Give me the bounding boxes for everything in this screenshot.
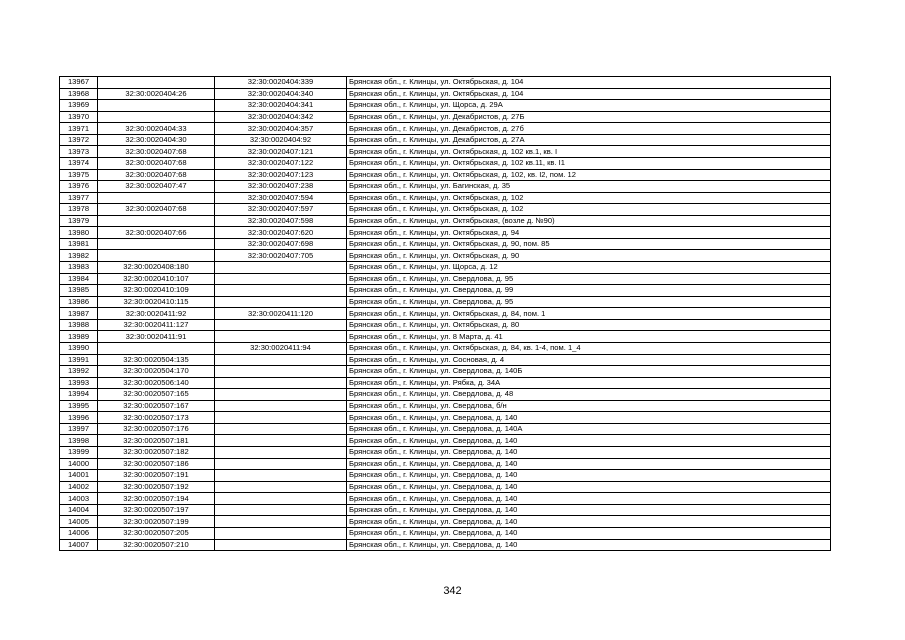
cell-number: 13995 — [60, 400, 98, 412]
cell-address: Брянская обл., г. Клинцы, ул. Рябка, д. 34А — [347, 377, 831, 389]
cell-building-cadastral-number — [215, 447, 347, 459]
table-row — [60, 481, 831, 493]
cell-land-cadastral-number: 32:30:0020407:66 — [98, 227, 215, 239]
cell-number: 13970 — [60, 111, 98, 123]
cell-address: Брянская обл., г. Клинцы, ул. Октябрьская, д. 102 — [347, 204, 831, 216]
cell-number: 14001 — [60, 470, 98, 482]
registry-table-body — [60, 77, 831, 551]
cell-building-cadastral-number: 32:30:0020404:342 — [215, 111, 347, 123]
cell-number: 13972 — [60, 134, 98, 146]
cell-address: Брянская обл., г. Клинцы, ул. Октябрьская, д. 102, кв. I2, пом. 12 — [347, 169, 831, 181]
cell-number: 13973 — [60, 146, 98, 158]
table-row — [60, 504, 831, 516]
cell-number: 13979 — [60, 215, 98, 227]
cell-building-cadastral-number — [215, 539, 347, 551]
cell-number: 13997 — [60, 423, 98, 435]
table-row — [60, 342, 831, 354]
cell-address: Брянская обл., г. Клинцы, ул. Свердлова, д. 140 — [347, 412, 831, 424]
cell-number: 13994 — [60, 389, 98, 401]
cell-number: 13984 — [60, 273, 98, 285]
cell-building-cadastral-number — [215, 516, 347, 528]
cell-building-cadastral-number: 32:30:0020407:598 — [215, 215, 347, 227]
cell-address: Брянская обл., г. Клинцы, ул. Свердлова, д. 95 — [347, 296, 831, 308]
table-row — [60, 366, 831, 378]
cell-number: 13985 — [60, 285, 98, 297]
cell-building-cadastral-number: 32:30:0020407:238 — [215, 181, 347, 193]
table-row — [60, 516, 831, 528]
cell-land-cadastral-number: 32:30:0020411:91 — [98, 331, 215, 343]
cell-number: 13975 — [60, 169, 98, 181]
table-row — [60, 539, 831, 551]
cell-land-cadastral-number — [98, 111, 215, 123]
cell-number: 13992 — [60, 366, 98, 378]
cell-address: Брянская обл., г. Клинцы, ул. Свердлова, д. 140 — [347, 516, 831, 528]
cell-land-cadastral-number: 32:30:0020408:180 — [98, 262, 215, 274]
cell-building-cadastral-number — [215, 273, 347, 285]
table-row — [60, 458, 831, 470]
table-row — [60, 308, 831, 320]
cell-land-cadastral-number: 32:30:0020407:68 — [98, 146, 215, 158]
cell-building-cadastral-number: 32:30:0020407:698 — [215, 238, 347, 250]
cell-building-cadastral-number — [215, 481, 347, 493]
cell-building-cadastral-number: 32:30:0020407:121 — [215, 146, 347, 158]
table-row — [60, 100, 831, 112]
table-row — [60, 181, 831, 193]
cell-land-cadastral-number: 32:30:0020507:210 — [98, 539, 215, 551]
cell-address: Брянская обл., г. Клинцы, ул. Свердлова, д. 140 — [347, 527, 831, 539]
table-row — [60, 435, 831, 447]
cell-land-cadastral-number: 32:30:0020407:68 — [98, 169, 215, 181]
cell-land-cadastral-number: 32:30:0020410:115 — [98, 296, 215, 308]
cell-land-cadastral-number: 32:30:0020507:176 — [98, 423, 215, 435]
cell-number: 13978 — [60, 204, 98, 216]
table-row — [60, 238, 831, 250]
cell-building-cadastral-number: 32:30:0020407:122 — [215, 157, 347, 169]
cell-building-cadastral-number — [215, 285, 347, 297]
cell-building-cadastral-number — [215, 504, 347, 516]
cell-number: 13987 — [60, 308, 98, 320]
table-row — [60, 296, 831, 308]
cell-building-cadastral-number — [215, 435, 347, 447]
cell-land-cadastral-number: 32:30:0020504:135 — [98, 354, 215, 366]
cell-land-cadastral-number: 32:30:0020507:167 — [98, 400, 215, 412]
cell-address: Брянская обл., г. Клинцы, ул. Октябрьская, д. 94 — [347, 227, 831, 239]
cell-land-cadastral-number — [98, 250, 215, 262]
table-row — [60, 123, 831, 135]
cell-building-cadastral-number: 32:30:0020404:341 — [215, 100, 347, 112]
cell-land-cadastral-number: 32:30:0020507:181 — [98, 435, 215, 447]
cell-address: Брянская обл., г. Клинцы, ул. Октябрьская, д. 84, кв. 1-4, пом. 1_4 — [347, 342, 831, 354]
cell-land-cadastral-number: 32:30:0020507:191 — [98, 470, 215, 482]
cell-land-cadastral-number: 32:30:0020410:107 — [98, 273, 215, 285]
cell-number: 13981 — [60, 238, 98, 250]
cell-land-cadastral-number: 32:30:0020410:109 — [98, 285, 215, 297]
cell-building-cadastral-number: 32:30:0020407:597 — [215, 204, 347, 216]
registry-table — [59, 76, 831, 551]
cell-address: Брянская обл., г. Клинцы, ул. Щорса, д. 12 — [347, 262, 831, 274]
table-row — [60, 192, 831, 204]
cell-building-cadastral-number — [215, 412, 347, 424]
cell-address: Брянская обл., г. Клинцы, ул. 8 Марта, д. 41 — [347, 331, 831, 343]
cell-address: Брянская обл., г. Клинцы, ул. Свердлова, д. 140А — [347, 423, 831, 435]
cell-number: 14004 — [60, 504, 98, 516]
cell-address: Брянская обл., г. Клинцы, ул. Багинская, д. 35 — [347, 181, 831, 193]
cell-number: 13996 — [60, 412, 98, 424]
table-row — [60, 215, 831, 227]
cell-address: Брянская обл., г. Клинцы, ул. Свердлова, д. 140 — [347, 481, 831, 493]
cell-land-cadastral-number — [98, 192, 215, 204]
cell-building-cadastral-number — [215, 331, 347, 343]
cell-address: Брянская обл., г. Клинцы, ул. Сосновая, д. 4 — [347, 354, 831, 366]
cell-address: Брянская обл., г. Клинцы, ул. Октябрьская, д. 104 — [347, 88, 831, 100]
cell-number: 13993 — [60, 377, 98, 389]
table-row — [60, 354, 831, 366]
table-row — [60, 527, 831, 539]
cell-address: Брянская обл., г. Клинцы, ул. Октябрьская, д. 102 — [347, 192, 831, 204]
cell-land-cadastral-number: 32:30:0020407:68 — [98, 157, 215, 169]
cell-number: 13988 — [60, 319, 98, 331]
table-row — [60, 262, 831, 274]
cell-building-cadastral-number: 32:30:0020404:340 — [215, 88, 347, 100]
cell-address: Брянская обл., г. Клинцы, ул. Свердлова, д. 95 — [347, 273, 831, 285]
cell-building-cadastral-number — [215, 296, 347, 308]
cell-address: Брянская обл., г. Клинцы, ул. Декабристов, д. 27А — [347, 134, 831, 146]
cell-land-cadastral-number — [98, 342, 215, 354]
cell-land-cadastral-number: 32:30:0020507:165 — [98, 389, 215, 401]
cell-number: 14005 — [60, 516, 98, 528]
cell-number: 13977 — [60, 192, 98, 204]
cell-building-cadastral-number — [215, 319, 347, 331]
table-row — [60, 134, 831, 146]
table-row — [60, 423, 831, 435]
cell-building-cadastral-number: 32:30:0020407:705 — [215, 250, 347, 262]
cell-address: Брянская обл., г. Клинцы, ул. Свердлова, д. 140 — [347, 470, 831, 482]
cell-land-cadastral-number: 32:30:0020507:173 — [98, 412, 215, 424]
cell-number: 14007 — [60, 539, 98, 551]
cell-land-cadastral-number: 32:30:0020507:205 — [98, 527, 215, 539]
cell-address: Брянская обл., г. Клинцы, ул. Свердлова, д. 140 — [347, 447, 831, 459]
cell-building-cadastral-number: 32:30:0020404:339 — [215, 77, 347, 89]
cell-number: 13986 — [60, 296, 98, 308]
cell-number: 13976 — [60, 181, 98, 193]
cell-number: 13980 — [60, 227, 98, 239]
cell-number: 13974 — [60, 157, 98, 169]
cell-address: Брянская обл., г. Клинцы, ул. Октябрьская, (возле д. №90) — [347, 215, 831, 227]
cell-building-cadastral-number — [215, 400, 347, 412]
cell-land-cadastral-number — [98, 215, 215, 227]
cell-number: 14002 — [60, 481, 98, 493]
cell-land-cadastral-number — [98, 77, 215, 89]
cell-address: Брянская обл., г. Клинцы, ул. Октябрьская, д. 80 — [347, 319, 831, 331]
cell-address: Брянская обл., г. Клинцы, ул. Октябрьская, д. 102 кв.1, кв. I — [347, 146, 831, 158]
table-row — [60, 273, 831, 285]
cell-land-cadastral-number: 32:30:0020411:127 — [98, 319, 215, 331]
cell-building-cadastral-number — [215, 262, 347, 274]
cell-land-cadastral-number — [98, 100, 215, 112]
cell-address: Брянская обл., г. Клинцы, ул. Октябрьская, д. 102 кв.11, кв. I1 — [347, 157, 831, 169]
cell-land-cadastral-number: 32:30:0020504:170 — [98, 366, 215, 378]
cell-address: Брянская обл., г. Клинцы, ул. Свердлова, д. 99 — [347, 285, 831, 297]
cell-number: 13969 — [60, 100, 98, 112]
table-row — [60, 146, 831, 158]
cell-land-cadastral-number: 32:30:0020506:140 — [98, 377, 215, 389]
cell-land-cadastral-number: 32:30:0020507:194 — [98, 493, 215, 505]
cell-building-cadastral-number — [215, 354, 347, 366]
cell-land-cadastral-number: 32:30:0020404:30 — [98, 134, 215, 146]
cell-address: Брянская обл., г. Клинцы, ул. Свердлова, б/н — [347, 400, 831, 412]
table-row — [60, 377, 831, 389]
cell-number: 13999 — [60, 447, 98, 459]
cell-number: 13998 — [60, 435, 98, 447]
table-row — [60, 88, 831, 100]
cell-number: 13991 — [60, 354, 98, 366]
cell-number: 14006 — [60, 527, 98, 539]
cell-address: Брянская обл., г. Клинцы, ул. Свердлова, д. 140 — [347, 458, 831, 470]
table-row — [60, 493, 831, 505]
cell-building-cadastral-number — [215, 389, 347, 401]
cell-land-cadastral-number: 32:30:0020411:92 — [98, 308, 215, 320]
cell-building-cadastral-number — [215, 493, 347, 505]
cell-number: 13968 — [60, 88, 98, 100]
cell-building-cadastral-number — [215, 377, 347, 389]
cell-building-cadastral-number — [215, 527, 347, 539]
cell-land-cadastral-number: 32:30:0020507:192 — [98, 481, 215, 493]
cell-building-cadastral-number — [215, 423, 347, 435]
cell-number: 13990 — [60, 342, 98, 354]
cell-building-cadastral-number — [215, 458, 347, 470]
cell-address: Брянская обл., г. Клинцы, ул. Свердлова, д. 140 — [347, 435, 831, 447]
cell-address: Брянская обл., г. Клинцы, ул. Свердлова, д. 140 — [347, 539, 831, 551]
cell-address: Брянская обл., г. Клинцы, ул. Декабристов, д. 27Б — [347, 111, 831, 123]
table-row — [60, 169, 831, 181]
cell-number: 13983 — [60, 262, 98, 274]
cell-number: 14000 — [60, 458, 98, 470]
table-row — [60, 400, 831, 412]
cell-building-cadastral-number: 32:30:0020407:594 — [215, 192, 347, 204]
cell-number: 13989 — [60, 331, 98, 343]
cell-building-cadastral-number: 32:30:0020404:92 — [215, 134, 347, 146]
cell-address: Брянская обл., г. Клинцы, ул. Октябрьская, д. 104 — [347, 77, 831, 89]
cell-address: Брянская обл., г. Клинцы, ул. Октябрьская, д. 90 — [347, 250, 831, 262]
table-row — [60, 77, 831, 89]
cell-address: Брянская обл., г. Клинцы, ул. Октябрьская, д. 90, пом. 85 — [347, 238, 831, 250]
cell-building-cadastral-number: 32:30:0020411:94 — [215, 342, 347, 354]
cell-number: 13967 — [60, 77, 98, 89]
cell-address: Брянская обл., г. Клинцы, ул. Свердлова, д. 140Б — [347, 366, 831, 378]
table-row — [60, 389, 831, 401]
cell-land-cadastral-number: 32:30:0020407:47 — [98, 181, 215, 193]
cell-building-cadastral-number — [215, 366, 347, 378]
table-row — [60, 447, 831, 459]
table-row — [60, 250, 831, 262]
cell-number: 13982 — [60, 250, 98, 262]
cell-land-cadastral-number: 32:30:0020404:26 — [98, 88, 215, 100]
cell-number: 14003 — [60, 493, 98, 505]
cell-building-cadastral-number: 32:30:0020404:357 — [215, 123, 347, 135]
cell-land-cadastral-number: 32:30:0020507:197 — [98, 504, 215, 516]
cell-land-cadastral-number: 32:30:0020404:33 — [98, 123, 215, 135]
page-number: 342 — [443, 585, 462, 597]
cell-address: Брянская обл., г. Клинцы, ул. Декабристов, д. 27б — [347, 123, 831, 135]
cell-land-cadastral-number: 32:30:0020507:199 — [98, 516, 215, 528]
cell-address: Брянская обл., г. Клинцы, ул. Свердлова, д. 48 — [347, 389, 831, 401]
cell-land-cadastral-number: 32:30:0020507:182 — [98, 447, 215, 459]
cell-address: Брянская обл., г. Клинцы, ул. Свердлова, д. 140 — [347, 504, 831, 516]
cell-building-cadastral-number: 32:30:0020411:120 — [215, 308, 347, 320]
cell-address: Брянская обл., г. Клинцы, ул. Октябрьская, д. 84, пом. 1 — [347, 308, 831, 320]
cell-number: 13971 — [60, 123, 98, 135]
cell-address: Брянская обл., г. Клинцы, ул. Свердлова, д. 140 — [347, 493, 831, 505]
cell-address: Брянская обл., г. Клинцы, ул. Щорса, д. 29А — [347, 100, 831, 112]
table-row — [60, 227, 831, 239]
cell-land-cadastral-number: 32:30:0020407:68 — [98, 204, 215, 216]
cell-land-cadastral-number — [98, 238, 215, 250]
table-row — [60, 111, 831, 123]
cell-building-cadastral-number: 32:30:0020407:123 — [215, 169, 347, 181]
table-row — [60, 412, 831, 424]
table-row — [60, 331, 831, 343]
cell-building-cadastral-number: 32:30:0020407:620 — [215, 227, 347, 239]
table-row — [60, 204, 831, 216]
table-row — [60, 470, 831, 482]
table-row — [60, 285, 831, 297]
table-row — [60, 157, 831, 169]
cell-land-cadastral-number: 32:30:0020507:186 — [98, 458, 215, 470]
cell-building-cadastral-number — [215, 470, 347, 482]
table-row — [60, 319, 831, 331]
